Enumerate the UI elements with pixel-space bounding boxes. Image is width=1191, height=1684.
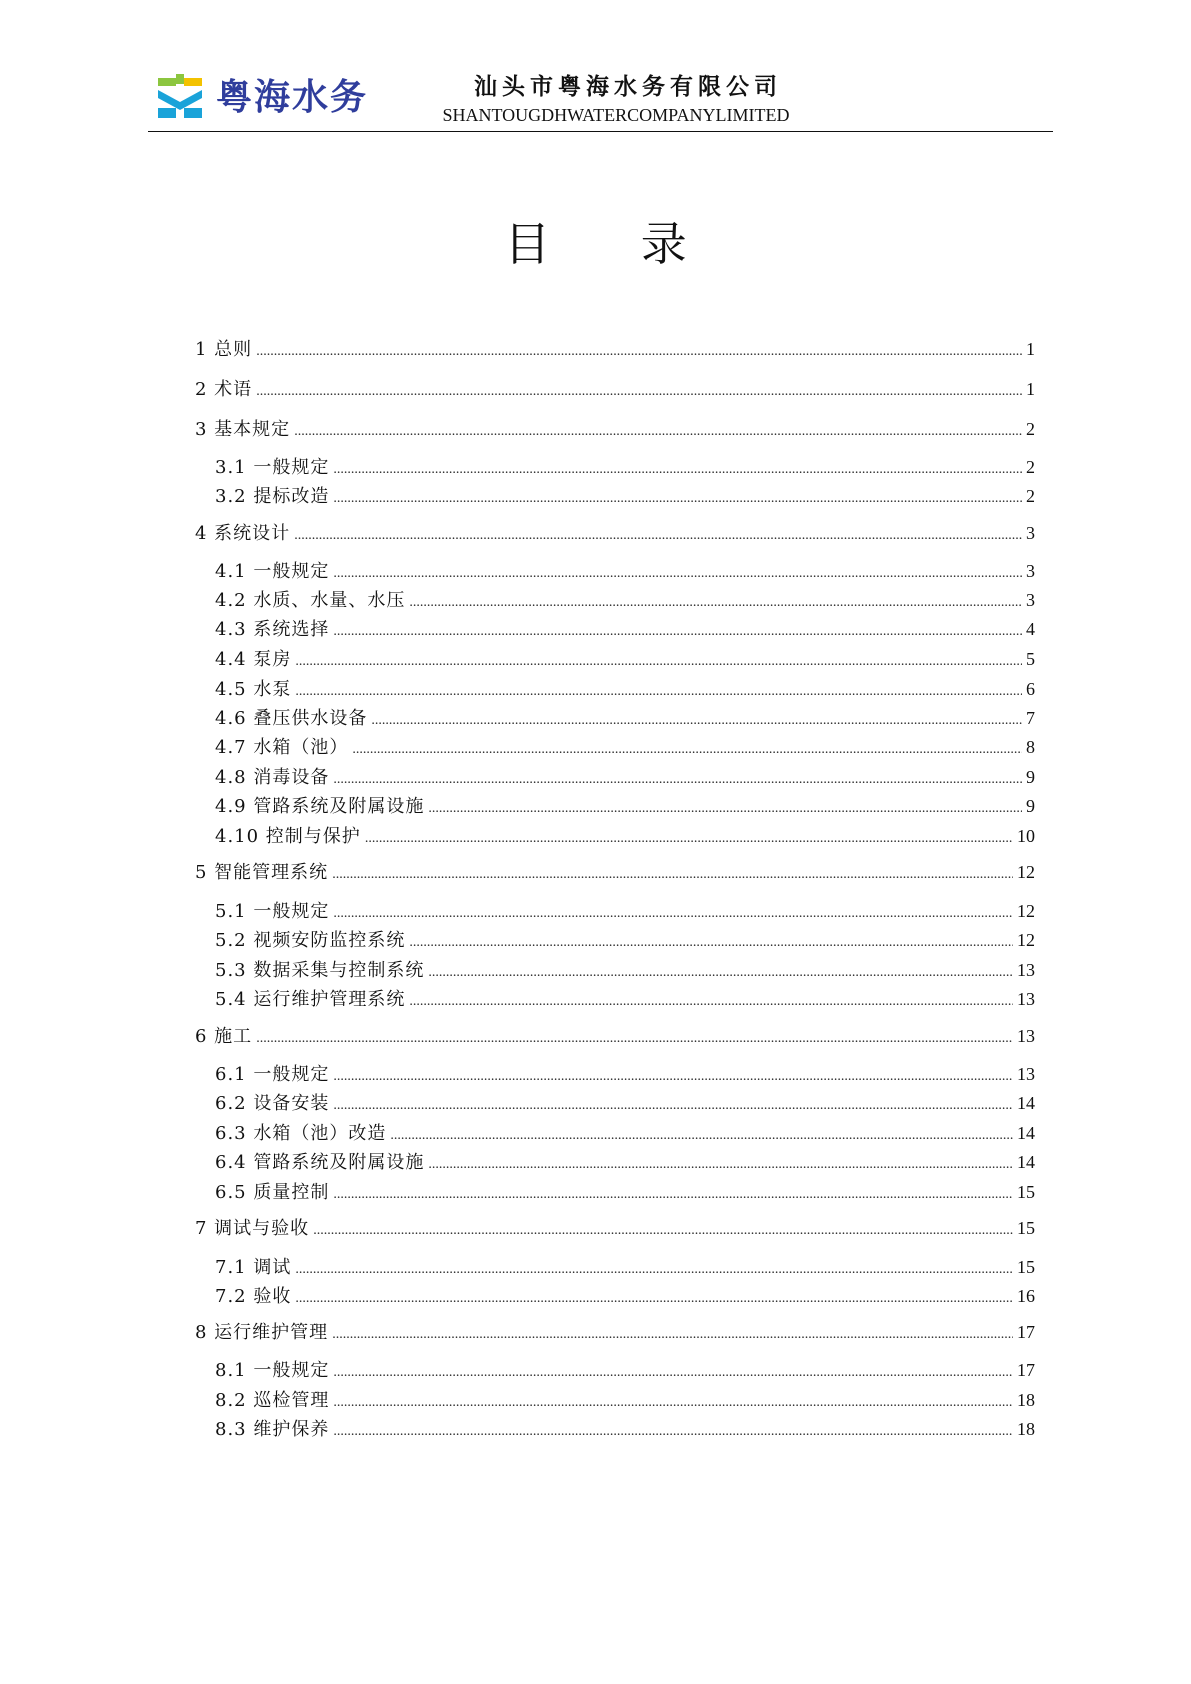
toc-dot-leader: [256, 340, 1022, 364]
toc-entry-label: 1 总则: [195, 339, 253, 360]
toc-dot-leader: [333, 768, 1022, 792]
header-divider: [148, 131, 1053, 132]
toc-entry-label: 4.2 水质、水量、水压: [215, 590, 406, 611]
toc-entry-label: 8 运行维护管理: [195, 1322, 329, 1343]
company-name-cn: 汕头市粤海水务有限公司: [474, 73, 782, 100]
company-logo: [156, 72, 204, 122]
toc-entry-page: 18: [1017, 1390, 1035, 1410]
toc-dot-leader: [332, 863, 1013, 887]
toc-entry[interactable]: [215, 1091, 1035, 1115]
toc-entry-label: 7.2 验收: [215, 1286, 292, 1307]
toc-entry-page: 14: [1017, 1152, 1035, 1172]
toc-dot-leader: [333, 458, 1022, 482]
toc-entry-label: 7.1 调试: [215, 1257, 292, 1278]
toc-entry-label: 5.4 运行维护管理系统: [215, 989, 406, 1010]
toc-entry[interactable]: [195, 860, 1035, 884]
toc-entry-page: 12: [1017, 862, 1035, 882]
company-name-en: SHANTOUGDHWATERCOMPANYLIMITED: [442, 105, 790, 125]
toc-entry-label: 4.4 泵房: [215, 649, 292, 670]
toc-entry[interactable]: [215, 765, 1035, 789]
toc-entry-label: 5.1 一般规定: [215, 901, 330, 922]
toc-entry-page: 3: [1026, 523, 1035, 543]
page-header: [148, 68, 1053, 132]
toc-entry[interactable]: [215, 647, 1035, 671]
toc-dot-leader: [332, 1323, 1013, 1347]
toc-entry-page: 3: [1026, 590, 1035, 610]
toc-entry-label: 6.3 水箱（池）改造: [215, 1123, 387, 1144]
toc-entry-label: 4.3 系统选择: [215, 619, 330, 640]
toc-entry[interactable]: [215, 1358, 1035, 1382]
toc-entry[interactable]: [195, 417, 1035, 441]
toc-entry[interactable]: [215, 706, 1035, 730]
toc-entry-label: 4 系统设计: [195, 523, 291, 544]
toc-entry-page: 4: [1026, 619, 1035, 639]
toc-dot-leader: [295, 1287, 1013, 1311]
toc-entry-page: 9: [1026, 796, 1035, 816]
toc-entry-page: 2: [1026, 457, 1035, 477]
toc-entry-label: 6.2 设备安装: [215, 1093, 330, 1114]
toc-dot-leader: [352, 738, 1022, 762]
toc-entry-page: 15: [1017, 1182, 1035, 1202]
toc-dot-leader: [333, 1065, 1013, 1089]
page-title: 目 录: [504, 217, 725, 271]
toc-entry-page: 17: [1017, 1322, 1035, 1342]
toc-entry-page: 14: [1017, 1123, 1035, 1143]
toc-entry-page: 16: [1017, 1286, 1035, 1306]
toc-dot-leader: [333, 1183, 1013, 1207]
toc-dot-leader: [294, 420, 1022, 444]
toc-dot-leader: [256, 1027, 1013, 1051]
toc-dot-leader: [294, 524, 1022, 548]
toc-entry-page: 1: [1026, 339, 1035, 359]
toc-entry-label: 4.1 一般规定: [215, 561, 330, 582]
toc-entry-page: 9: [1026, 767, 1035, 787]
toc-entry[interactable]: [215, 735, 1035, 759]
toc-entry-label: 4.5 水泵: [215, 679, 292, 700]
toc-dot-leader: [409, 591, 1022, 615]
toc-entry-label: 4.6 叠压供水设备: [215, 708, 368, 729]
toc-entry-page: 5: [1026, 649, 1035, 669]
toc-entry-page: 14: [1017, 1093, 1035, 1113]
toc-entry-page: 7: [1026, 708, 1035, 728]
toc-dot-leader: [409, 931, 1013, 955]
toc-entry[interactable]: [195, 521, 1035, 545]
toc-entry-label: 4.10 控制与保护: [215, 826, 361, 847]
toc-entry[interactable]: [215, 987, 1035, 1011]
toc-dot-leader: [333, 487, 1022, 511]
toc-entry-label: 6.1 一般规定: [215, 1064, 330, 1085]
toc-entry-page: 15: [1017, 1257, 1035, 1277]
toc-entry[interactable]: [215, 677, 1035, 701]
toc-dot-leader: [295, 1258, 1013, 1282]
toc-entry[interactable]: [215, 824, 1035, 848]
toc-entry-label: 5.3 数据采集与控制系统: [215, 960, 425, 981]
toc-dot-leader: [333, 620, 1022, 644]
toc-entry[interactable]: [215, 958, 1035, 982]
toc-dot-leader: [333, 562, 1022, 586]
toc-entry[interactable]: [215, 588, 1035, 612]
toc-entry-label: 7 调试与验收: [195, 1218, 310, 1239]
toc-entry-label: 6.4 管路系统及附属设施: [215, 1152, 425, 1173]
toc-entry-label: 2 术语: [195, 379, 253, 400]
toc-entry-page: 6: [1026, 679, 1035, 699]
toc-dot-leader: [390, 1124, 1013, 1148]
toc-dot-leader: [256, 380, 1022, 404]
toc-entry-page: 2: [1026, 486, 1035, 506]
toc-entry-label: 8.3 维护保养: [215, 1419, 330, 1440]
toc-dot-leader: [333, 1420, 1013, 1444]
toc-entry[interactable]: [215, 794, 1035, 818]
toc-entry-label: 4.9 管路系统及附属设施: [215, 796, 425, 817]
toc-dot-leader: [409, 990, 1013, 1014]
toc-entry-page: 18: [1017, 1419, 1035, 1439]
toc-entry[interactable]: [215, 1180, 1035, 1204]
toc-entry-page: 2: [1026, 419, 1035, 439]
toc-entry-page: 12: [1017, 930, 1035, 950]
toc-entry-page: 17: [1017, 1360, 1035, 1380]
toc-dot-leader: [333, 902, 1013, 926]
toc-entry-label: 5 智能管理系统: [195, 862, 329, 883]
toc-entry-label: 4.7 水箱（池）: [215, 737, 349, 758]
toc-entry-label: 8.1 一般规定: [215, 1360, 330, 1381]
toc-entry[interactable]: [215, 484, 1035, 508]
toc-entry-page: 10: [1017, 826, 1035, 846]
toc-entry[interactable]: [215, 455, 1035, 479]
toc-dot-leader: [371, 709, 1022, 733]
toc-dot-leader: [313, 1219, 1013, 1243]
toc-entry[interactable]: [215, 559, 1035, 583]
toc-entry-label: 8.2 巡检管理: [215, 1390, 330, 1411]
toc-entry[interactable]: [215, 1284, 1035, 1308]
toc-dot-leader: [333, 1391, 1013, 1415]
toc-entry[interactable]: [215, 928, 1035, 952]
toc-dot-leader: [295, 650, 1022, 674]
toc-entry[interactable]: [215, 899, 1035, 923]
toc-entry[interactable]: [195, 377, 1035, 401]
toc-entry[interactable]: [195, 1216, 1035, 1240]
toc-dot-leader: [365, 827, 1013, 851]
toc-dot-leader: [428, 797, 1022, 821]
toc-entry[interactable]: [215, 1388, 1035, 1412]
toc-entry-label: 6 施工: [195, 1026, 253, 1047]
toc-entry-page: 13: [1017, 989, 1035, 1009]
toc-entry-label: 3.1 一般规定: [215, 457, 330, 478]
toc-dot-leader: [428, 961, 1013, 985]
toc-entry[interactable]: [215, 1255, 1035, 1279]
toc-entry-page: 13: [1017, 1064, 1035, 1084]
toc-entry-page: 13: [1017, 1026, 1035, 1046]
toc-entry-label: 3.2 提标改造: [215, 486, 330, 507]
toc-entry-page: 12: [1017, 901, 1035, 921]
toc-dot-leader: [428, 1153, 1013, 1177]
toc-entry[interactable]: [215, 617, 1035, 641]
toc-entry[interactable]: [215, 1417, 1035, 1441]
toc-entry-label: 4.8 消毒设备: [215, 767, 330, 788]
toc-entry-page: 3: [1026, 561, 1035, 581]
toc-entry[interactable]: [215, 1150, 1035, 1174]
toc-entry-page: 1: [1026, 379, 1035, 399]
toc-entry-page: 15: [1017, 1218, 1035, 1238]
toc-dot-leader: [333, 1094, 1013, 1118]
toc-entry-page: 13: [1017, 960, 1035, 980]
toc-entry[interactable]: [195, 1320, 1035, 1344]
logo-wordmark: 粤海水务: [216, 77, 369, 118]
toc-entry-label: 3 基本规定: [195, 419, 291, 440]
toc-dot-leader: [295, 680, 1022, 704]
toc-entry[interactable]: [215, 1062, 1035, 1086]
toc-entry-label: 5.2 视频安防监控系统: [215, 930, 406, 951]
toc-entry-page: 8: [1026, 737, 1035, 757]
toc-entry[interactable]: [195, 337, 1035, 361]
toc-entry[interactable]: [215, 1121, 1035, 1145]
toc-entry[interactable]: [195, 1024, 1035, 1048]
toc-dot-leader: [333, 1361, 1013, 1385]
toc-entry-label: 6.5 质量控制: [215, 1182, 330, 1203]
